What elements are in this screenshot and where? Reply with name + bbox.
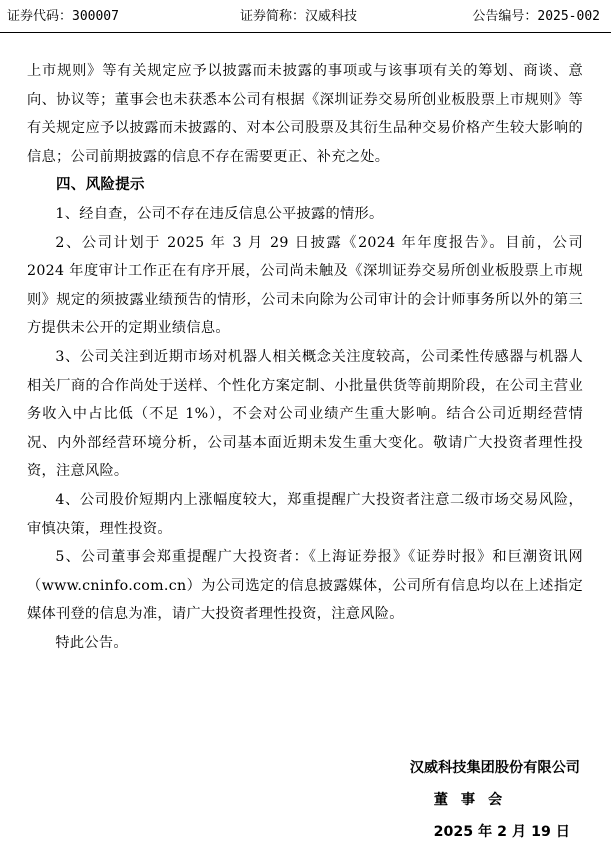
signature-date: 2025 年 2 月 19 日 xyxy=(433,824,570,840)
header-divider xyxy=(0,32,611,33)
signature-board: 董 事 会 xyxy=(433,792,507,808)
section-title-risk: 四、风险提示 xyxy=(56,177,145,194)
risk-item-4: 4、公司股价短期内上涨幅度较大，郑重提醒广大投资者注意二级市场交易风险，审慎决策，理性投资。 xyxy=(27,491,583,537)
risk-item-3: 3、公司关注到近期市场对机器人相关概念关注度较高，公司柔性传感器与机器人相关厂商的合作尚处于送样、个性化方案定制、小批量供货等前期阶段，在公司主营业务收入中占比低（不足 1%），不会对公司业绩产生重大影响。结合公司近期经营情况、内外部经营环境分析，公司基本面近期未发生重大变化。敬请广大投资者理性投资，注意风险。 xyxy=(27,348,583,480)
stock-code: 证券代码：300007 xyxy=(7,9,119,24)
continuation-paragraph: 上市规则》等有关规定应予以披露而未披露的事项或与该事项有关的筹划、商谈、意向、协议等；董事会也未获悉本公司有根据《深圳证券交易所创业板股票上市规则》等有关规定应予以披露而未披露的、对本公司股票及其衍生品种交易价格产生较大影响的信息；公司前期披露的信息不存在需要更正、补充之处。 xyxy=(27,63,583,165)
risk-item-1: 1、经自查，公司不存在违反信息公平披露的情形。 xyxy=(55,205,384,222)
closing-line: 特此公告。 xyxy=(55,634,128,651)
stock-short-name: 证券简称：汉威科技 xyxy=(240,9,358,24)
signature-block xyxy=(320,752,580,848)
announcement-body xyxy=(27,57,583,657)
risk-item-5: 5、公司董事会郑重提醒广大投资者：《上海证券报》《证券时报》和巨潮资讯网（www.cninfo.com.cn）为公司选定的信息披露媒体，公司所有信息均以在上述指定媒体刊登的信息为准，请广大投资者理性投资，注意风险。 xyxy=(27,549,583,623)
page-header xyxy=(0,0,611,34)
announcement-number: 公告编号：2025-002 xyxy=(472,9,600,24)
signature-company: 汉威科技集团股份有限公司 xyxy=(409,760,580,776)
risk-item-2: 2、公司计划于 2025 年 3 月 29 日披露《2024 年年度报告》。目前，公司 2024 年度审计工作正在有序开展，公司尚未触及《深圳证券交易所创业板股票上市规则》规定的须披露业绩预告的情形，公司未向除为公司审计的会计师事务所以外的第三方提供未公开的定期业绩信息。 xyxy=(27,234,583,337)
